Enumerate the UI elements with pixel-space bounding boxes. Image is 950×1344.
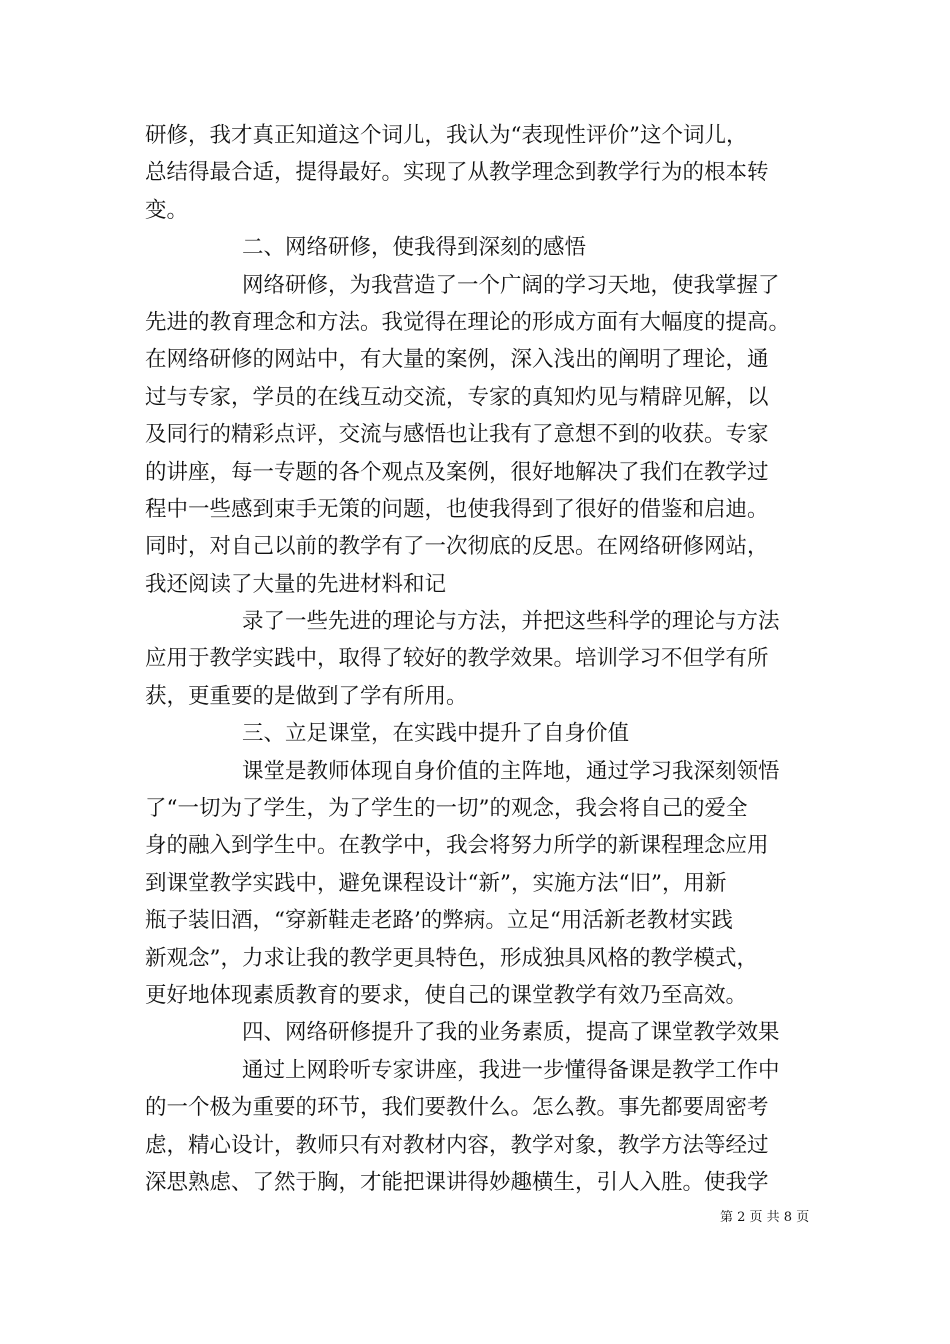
text-line: 应用于教学实践中，取得了较好的教学效果。培训学习不但学有所 <box>145 646 769 672</box>
text-line: 的讲座，每一专题的各个观点及案例，很好地解决了我们在教学过 <box>145 459 769 485</box>
text-line: 程中一些感到束手无策的问题，也使我得到了很好的借鉴和启迪。 <box>145 496 769 522</box>
text-line: 及同行的精彩点评，交流与感悟也让我有了意想不到的收获。专家 <box>145 422 769 448</box>
document-body <box>145 117 835 1201</box>
text-line: 了“一切为了学生，为了学生的一切”的观念，我会将自己的爱全 <box>145 796 748 822</box>
text-line: 身的融入到学生中。在教学中，我会将努力所学的新课程理念应用 <box>145 833 769 859</box>
text-line: 变。 <box>145 197 189 223</box>
text-line: 的一个极为重要的环节，我们要教什么。怎么教。事先都要周密考 <box>145 1095 769 1121</box>
text-line: 获，更重要的是做到了学有所用。 <box>145 683 468 709</box>
text-line: 在网络研修的网站中，有大量的案例，深入浅出的阐明了理论，通 <box>145 347 769 373</box>
page-number: 第 2 页 共 8 页 <box>720 1210 810 1225</box>
text-lines <box>145 117 835 1201</box>
text-line: 深思熟虑、了然于胸，才能把课讲得妙趣横生，引人入胜。使我学 <box>145 1169 769 1195</box>
text-line: 网络研修，为我营造了一个广阔的学习天地，使我掌握了 <box>242 272 780 298</box>
text-line: 课堂是教师体现自身价值的主阵地，通过学习我深刻领悟 <box>242 758 780 784</box>
text-line: 研修，我才真正知道这个词儿，我认为“表现性评价”这个词儿， <box>145 123 748 148</box>
text-line: 瓶子装旧酒，“穿新鞋走老路’的弊病。立足“用活新老教材实践 <box>145 908 733 934</box>
text-line: 先进的教育理念和方法。我觉得在理论的形成方面有大幅度的提高。 <box>145 309 791 335</box>
text-line: 二、网络研修，使我得到深刻的感悟 <box>242 235 587 261</box>
text-line: 总结得最合适，提得最好。实现了从教学理念到教学行为的根本转 <box>145 160 769 186</box>
text-line: 更好地体现素质教育的要求，使自己的课堂教学有效乃至高效。 <box>145 982 748 1008</box>
text-line: 新观念”，力求让我的教学更具特色，形成独具风格的教学模式， <box>145 945 758 971</box>
text-line: 到课堂教学实践中，避免课程设计“新”，实施方法“旧”，用新 <box>145 870 727 896</box>
text-line: 我还阅读了大量的先进材料和记 <box>145 571 447 597</box>
text-line: 三、立足课堂，在实践中提升了自身价值 <box>242 721 630 747</box>
text-line: 过与专家，学员的在线互动交流，专家的真知灼见与精辟见解，以 <box>145 384 769 410</box>
text-line: 通过上网聆听专家讲座，我进一步懂得备课是教学工作中 <box>242 1057 780 1083</box>
text-line: 四、网络研修提升了我的业务素质，提高了课堂教学效果 <box>242 1020 780 1046</box>
text-line: 录了一些先进的理论与方法，并把这些科学的理论与方法 <box>242 609 780 635</box>
text-line: 同时，对自己以前的教学有了一次彻底的反思。在网络研修网站， <box>145 534 769 560</box>
text-line: 虑，精心设计，教师只有对教材内容，教学对象，教学方法等经过 <box>145 1132 769 1158</box>
